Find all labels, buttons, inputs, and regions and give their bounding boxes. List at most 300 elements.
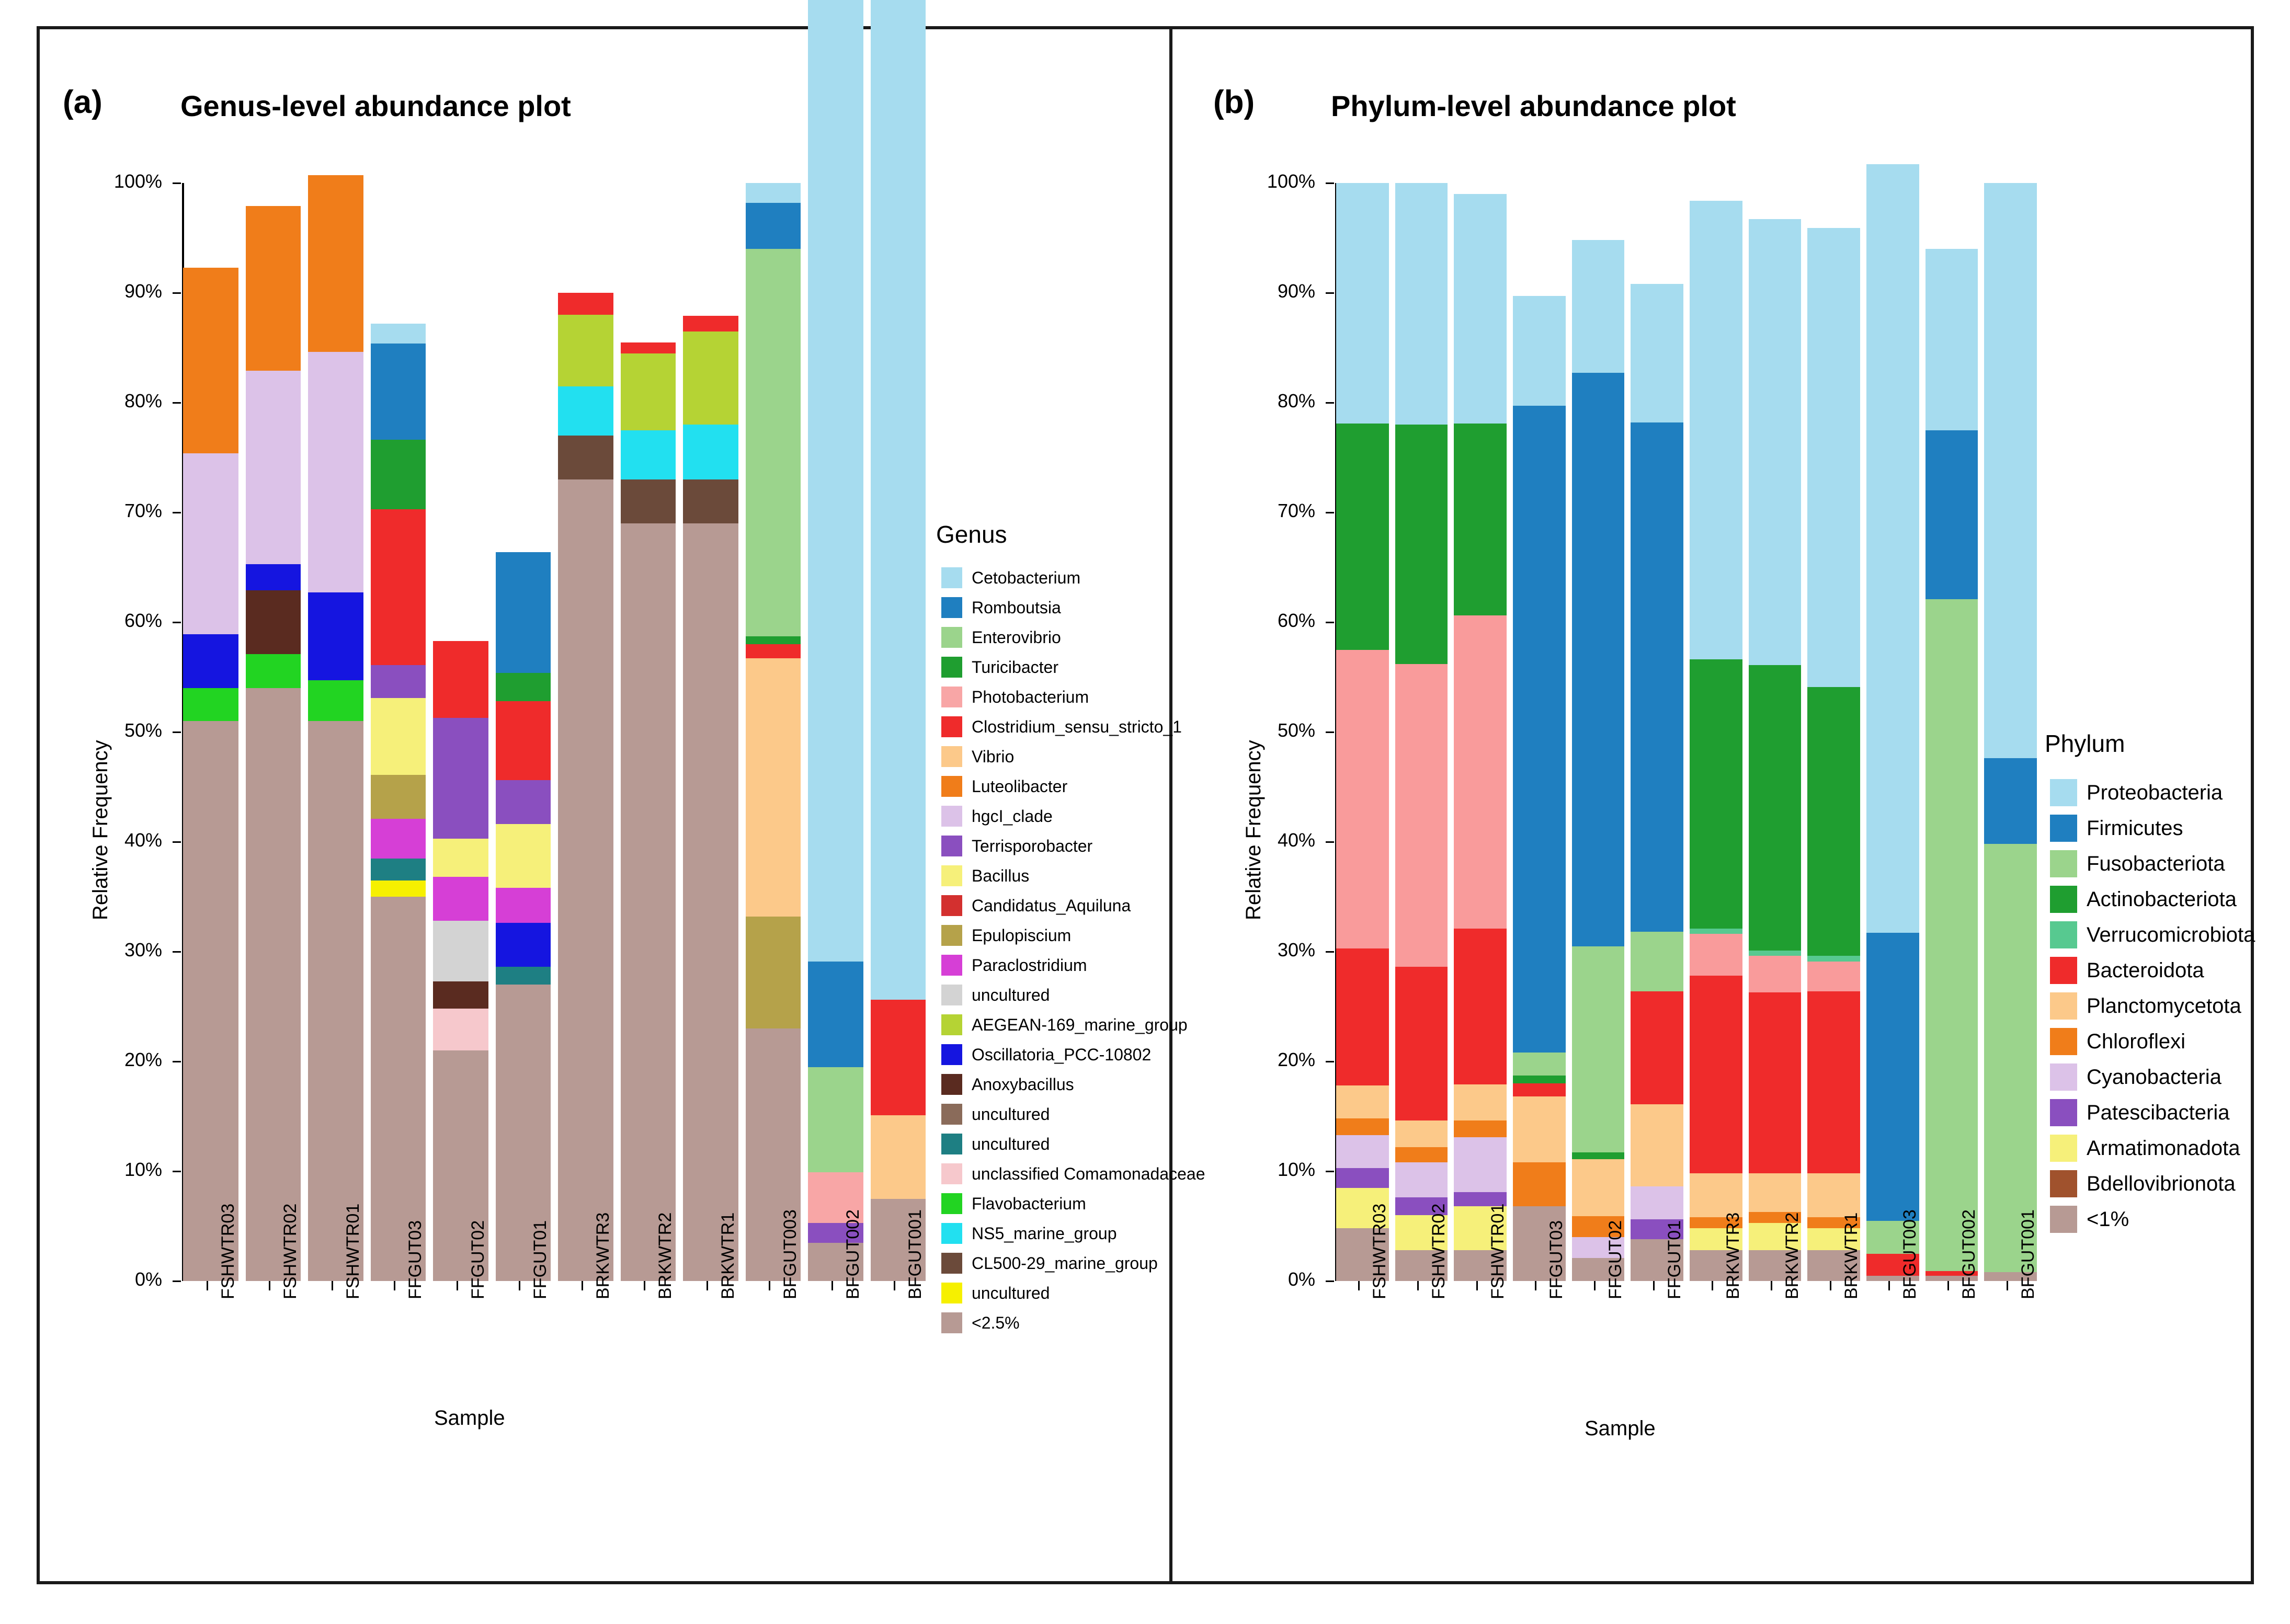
- x-tick-label-brkwtr3: BRKWTR3: [593, 1212, 613, 1299]
- bar-segment: [683, 479, 738, 523]
- y-tickmark: [173, 731, 181, 733]
- bar-segment: [558, 386, 613, 436]
- bar-segment: [183, 688, 238, 721]
- bar-segment: [183, 634, 238, 688]
- y-tick-label: 80%: [1277, 390, 1315, 411]
- bar-segment: [683, 425, 738, 479]
- bar-segment: [496, 923, 551, 967]
- legend-swatch: [2050, 1099, 2077, 1126]
- y-tickmark: [173, 951, 181, 953]
- legend-swatch: [2050, 1170, 2077, 1197]
- y-tickmark: [1326, 622, 1334, 623]
- y-tick-label: 0%: [134, 1268, 162, 1290]
- bar-segment: [1395, 183, 1448, 425]
- y-tick-label: 20%: [124, 1049, 162, 1070]
- bar-segment: [746, 644, 801, 658]
- legend-swatch: [2050, 1063, 2077, 1091]
- bar-segment: [1454, 929, 1507, 1084]
- legend-item[interactable]: [941, 746, 1014, 767]
- x-tick-label-bfgut001: BFGUT001: [905, 1209, 926, 1299]
- bar-segment: [433, 981, 488, 1009]
- x-tick-label-ffgut02: FFGUT02: [468, 1220, 488, 1299]
- x-tickmark: [1712, 1281, 1713, 1290]
- legend-label: Verrucomicrobiota: [2087, 923, 2255, 946]
- legend-item[interactable]: [941, 865, 1029, 886]
- legend-label: uncultured: [972, 1134, 1050, 1153]
- stacked-bar: [496, 183, 551, 1281]
- legend-swatch: [941, 1074, 962, 1095]
- bar-segment: [1572, 1152, 1625, 1159]
- legend-item[interactable]: [2050, 886, 2237, 913]
- legend-item[interactable]: [941, 776, 1067, 797]
- bar-segment: [1807, 962, 1860, 991]
- y-tickmark: [173, 512, 181, 513]
- y-tick-label: 70%: [1277, 500, 1315, 521]
- bar-segment: [1336, 1135, 1389, 1168]
- bar-segment: [683, 523, 738, 1281]
- bar-segment: [1336, 1168, 1389, 1188]
- x-tickmark: [644, 1281, 645, 1290]
- legend-item[interactable]: [941, 716, 1182, 737]
- bar-segment: [433, 877, 488, 921]
- legend-swatch: [941, 955, 962, 976]
- bar-segment: [183, 453, 238, 635]
- legend-label: Vibrio: [972, 747, 1015, 766]
- bar-segment: [371, 665, 426, 698]
- bar-segment: [1807, 1173, 1860, 1217]
- x-tick-label-fshwtr02: FSHWTR02: [280, 1203, 301, 1299]
- stacked-bar: [1513, 183, 1566, 1281]
- y-tick-label: 30%: [1277, 939, 1315, 960]
- legend-item[interactable]: [2050, 1170, 2236, 1197]
- bar-segment: [1336, 1085, 1389, 1118]
- bar-segment: [1631, 284, 1683, 422]
- y-tickmark: [173, 402, 181, 404]
- bar-segment: [496, 888, 551, 923]
- x-tickmark: [269, 1281, 270, 1290]
- x-tickmark: [831, 1281, 833, 1290]
- stacked-bar: [433, 183, 488, 1281]
- bar-segment: [371, 509, 426, 665]
- bar-segment: [1454, 1137, 1507, 1192]
- bar-segment: [308, 175, 363, 352]
- bar-segment: [746, 249, 801, 636]
- x-tickmark: [332, 1281, 333, 1290]
- bar-segment: [496, 673, 551, 702]
- bar-segment: [246, 371, 301, 564]
- legend-item[interactable]: [941, 985, 1050, 1005]
- legend-item[interactable]: [2050, 1099, 2229, 1126]
- bar-segment: [371, 819, 426, 859]
- stacked-bar: [1749, 183, 1802, 1281]
- bar-segment: [1572, 240, 1625, 373]
- bar-segment: [1690, 1173, 1742, 1217]
- bar-segment: [433, 921, 488, 981]
- legend-item[interactable]: [941, 627, 1061, 648]
- x-tick-label-ffgut01: FFGUT01: [1664, 1220, 1684, 1299]
- bar-segment: [746, 203, 801, 249]
- x-tick-label-brkwtr2: BRKWTR2: [655, 1212, 676, 1299]
- bar-segment: [871, 1000, 926, 1115]
- x-tick-label-brkwtr1: BRKWTR1: [717, 1212, 738, 1299]
- y-tickmark: [173, 841, 181, 843]
- y-tick-label: 0%: [1288, 1268, 1315, 1290]
- x-tick-label-fshwtr02: FSHWTR02: [1429, 1203, 1449, 1299]
- y-tick-label: 80%: [124, 390, 162, 411]
- legend-item[interactable]: [941, 836, 1092, 856]
- bar-segment: [1513, 1162, 1566, 1206]
- legend-item[interactable]: [941, 955, 1087, 976]
- stacked-bar: [808, 183, 863, 1281]
- x-tick-label-fshwtr03: FSHWTR03: [218, 1203, 238, 1299]
- legend-swatch: [941, 746, 962, 767]
- panel-divider: [1169, 29, 1172, 1581]
- bar-segment: [746, 636, 801, 644]
- bar-segment: [1926, 599, 1978, 1271]
- legend-swatch: [941, 836, 962, 856]
- bar-segment: [1572, 946, 1625, 1153]
- y-tickmark: [1326, 731, 1334, 733]
- y-tickmark: [1326, 1171, 1334, 1172]
- panel-b-xlabel: Sample: [1585, 1417, 1656, 1440]
- panel-b-tag: (b): [1213, 84, 1255, 120]
- legend-label: AEGEAN-169_marine_group: [972, 1015, 1188, 1034]
- legend-item[interactable]: [2050, 850, 2225, 877]
- stacked-bar: [1866, 183, 1919, 1281]
- y-tick-label: 20%: [1277, 1049, 1315, 1070]
- panel-a-tag: (a): [63, 84, 102, 120]
- bar-segment: [1749, 951, 1802, 956]
- bar-segment: [1807, 228, 1860, 687]
- bar-segment: [1631, 991, 1683, 1104]
- legend-label: Romboutsia: [972, 598, 1061, 617]
- legend-swatch: [941, 567, 962, 588]
- bar-segment: [433, 718, 488, 839]
- bar-segment: [1984, 183, 2037, 758]
- x-tick-label-bfgut003: BFGUT003: [1900, 1209, 1920, 1299]
- legend-swatch: [941, 1044, 962, 1065]
- bar-segment: [621, 523, 676, 1281]
- x-tickmark: [1594, 1281, 1596, 1290]
- bar-segment: [1454, 1084, 1507, 1120]
- bar-segment: [1926, 249, 1978, 430]
- legend-label: <1%: [2087, 1207, 2129, 1231]
- bar-segment: [1690, 976, 1742, 1173]
- bar-segment: [1336, 424, 1389, 650]
- legend-label: Patescibacteria: [2087, 1101, 2230, 1124]
- bar-segment: [1984, 844, 2037, 1272]
- legend-swatch: [941, 776, 962, 797]
- x-tick-label-bfgut001: BFGUT001: [2018, 1209, 2038, 1299]
- legend-item[interactable]: [941, 657, 1058, 678]
- legend-item[interactable]: [941, 1134, 1050, 1154]
- legend-swatch: [2050, 886, 2077, 913]
- legend-swatch: [941, 985, 962, 1005]
- bar-segment: [308, 680, 363, 721]
- genus-legend-title: Genus: [936, 521, 1007, 548]
- x-tickmark: [1358, 1281, 1360, 1290]
- bar-segment: [433, 1009, 488, 1050]
- legend-swatch: [941, 687, 962, 707]
- legend-item[interactable]: [941, 806, 1053, 827]
- bar-segment: [1454, 424, 1507, 616]
- bar-segment: [871, 1115, 926, 1199]
- y-tick-label: 100%: [1267, 170, 1315, 192]
- bar-segment: [371, 698, 426, 775]
- bar-segment: [1513, 296, 1566, 406]
- legend-label: Fusobacteriota: [2087, 852, 2225, 875]
- x-tick-label-brkwtr2: BRKWTR2: [1782, 1212, 1802, 1299]
- bar-segment: [371, 775, 426, 819]
- bar-segment: [558, 436, 613, 479]
- bar-segment: [1395, 967, 1448, 1120]
- legend-item[interactable]: [941, 1044, 1151, 1065]
- x-tickmark: [1535, 1281, 1536, 1290]
- legend-label: Actinobacteriota: [2087, 887, 2237, 911]
- legend-label: unclassified Comamonadaceae: [972, 1164, 1205, 1183]
- x-tick-label-ffgut02: FFGUT02: [1605, 1220, 1625, 1299]
- x-tick-label-brkwtr3: BRKWTR3: [1723, 1212, 1744, 1299]
- y-tick-label: 50%: [1277, 719, 1315, 741]
- panel-a-title: Genus-level abundance plot: [180, 89, 571, 122]
- bar-segment: [1631, 422, 1683, 932]
- bar-segment: [1336, 1118, 1389, 1135]
- legend-item[interactable]: [941, 925, 1071, 946]
- legend-item[interactable]: [2050, 957, 2204, 984]
- legend-label: Anoxybacillus: [972, 1074, 1074, 1094]
- y-tickmark: [1326, 1280, 1334, 1282]
- legend-item[interactable]: [941, 1223, 1117, 1244]
- bar-segment: [1807, 687, 1860, 956]
- x-tickmark: [2007, 1281, 2008, 1290]
- y-tick-label: 40%: [124, 829, 162, 851]
- y-tickmark: [173, 292, 181, 294]
- bar-segment: [746, 917, 801, 1028]
- bar-segment: [621, 479, 676, 523]
- bar-segment: [1984, 758, 2037, 844]
- bar-segment: [1336, 650, 1389, 948]
- bar-segment: [183, 268, 238, 453]
- bar-segment: [1749, 956, 1802, 992]
- stacked-bar: [1690, 183, 1742, 1281]
- legend-item[interactable]: [941, 1163, 1205, 1184]
- x-tickmark: [1476, 1281, 1478, 1290]
- y-tick-label: 100%: [113, 170, 162, 192]
- bar-segment: [558, 315, 613, 386]
- bar-segment: [1513, 1083, 1566, 1096]
- stacked-bar: [1807, 183, 1860, 1281]
- bar-segment: [621, 342, 676, 353]
- x-tick-label-ffgut01: FFGUT01: [530, 1220, 551, 1299]
- legend-label: Firmicutes: [2087, 816, 2183, 840]
- stacked-bar: [371, 183, 426, 1281]
- stacked-bar: [183, 183, 238, 1281]
- bar-segment: [1572, 1159, 1625, 1216]
- legend-swatch: [2050, 815, 2077, 842]
- bar-segment: [308, 352, 363, 592]
- x-tickmark: [707, 1281, 708, 1290]
- panel-a-xlabel: Sample: [434, 1406, 505, 1429]
- legend-item[interactable]: [2050, 1028, 2185, 1055]
- stacked-bar: [1395, 183, 1448, 1281]
- legend-swatch: [941, 1253, 962, 1274]
- bar-segment: [683, 316, 738, 331]
- stacked-bar: [1454, 183, 1507, 1281]
- legend-swatch: [941, 1312, 962, 1333]
- legend-item[interactable]: [941, 687, 1089, 707]
- legend-item[interactable]: [941, 895, 1131, 916]
- legend-label: Paraclostridium: [972, 955, 1087, 975]
- bar-segment: [1690, 929, 1742, 934]
- bar-segment: [496, 701, 551, 780]
- legend-label: Proteobacteria: [2087, 781, 2223, 804]
- bar-segment: [1395, 664, 1448, 967]
- legend-label: Bacteroidota: [2087, 958, 2204, 982]
- x-tick-label-bfgut002: BFGUT002: [1959, 1209, 1979, 1299]
- x-tickmark: [519, 1281, 520, 1290]
- legend-item[interactable]: [941, 1074, 1074, 1095]
- bar-segment: [1395, 1162, 1448, 1197]
- panel-a-ylabel: Relative Frequency: [89, 740, 112, 920]
- legend-item[interactable]: [2050, 1063, 2221, 1091]
- legend-swatch: [2050, 921, 2077, 948]
- y-tickmark: [173, 622, 181, 623]
- bar-segment: [621, 353, 676, 430]
- bar-segment: [808, 1067, 863, 1173]
- legend-swatch: [2050, 992, 2077, 1020]
- x-tickmark: [1653, 1281, 1655, 1290]
- y-tickmark: [173, 1171, 181, 1172]
- legend-item[interactable]: [941, 1283, 1050, 1303]
- x-tick-label-bfgut003: BFGUT003: [780, 1209, 801, 1299]
- stacked-bar: [246, 183, 301, 1281]
- bar-segment: [1690, 934, 1742, 976]
- y-tick-label: 30%: [124, 939, 162, 960]
- bar-segment: [1807, 956, 1860, 962]
- legend-swatch: [941, 1014, 962, 1035]
- y-tick-label: 60%: [1277, 610, 1315, 631]
- legend-item[interactable]: [2050, 815, 2183, 842]
- legend-label: Luteolibacter: [972, 776, 1068, 796]
- legend-item[interactable]: [2050, 1135, 2240, 1162]
- bar-segment: [246, 590, 301, 654]
- bar-segment: [1454, 615, 1507, 929]
- stacked-bar: [1336, 183, 1389, 1281]
- stacked-bar: [1984, 183, 2037, 1281]
- phylum-legend-title: Phylum: [2045, 730, 2125, 757]
- bar-segment: [1749, 219, 1802, 665]
- legend-label: CL500-29_marine_group: [972, 1253, 1158, 1273]
- x-tickmark: [1888, 1281, 1890, 1290]
- bar-segment: [371, 859, 426, 880]
- legend-item[interactable]: [941, 597, 1061, 618]
- bar-segment: [1336, 948, 1389, 1086]
- legend-item[interactable]: [2050, 1206, 2129, 1233]
- stacked-bar: [558, 183, 613, 1281]
- x-tickmark: [394, 1281, 395, 1290]
- bar-segment: [746, 183, 801, 203]
- legend-item[interactable]: [2050, 779, 2223, 806]
- bar-segment: [496, 967, 551, 985]
- bar-segment: [1631, 1104, 1683, 1187]
- legend-item[interactable]: [2050, 921, 2255, 948]
- bar-segment: [371, 344, 426, 440]
- bar-segment: [1336, 183, 1389, 424]
- legend-label: Planctomycetota: [2087, 994, 2241, 1017]
- bar-segment: [183, 721, 238, 1281]
- bar-segment: [1513, 1053, 1566, 1076]
- bar-segment: [871, 0, 926, 1000]
- bar-segment: [558, 293, 613, 315]
- legend-swatch: [2050, 850, 2077, 877]
- x-tickmark: [1771, 1281, 1772, 1290]
- legend-swatch: [941, 1193, 962, 1214]
- legend-item[interactable]: [941, 1193, 1086, 1214]
- panel-b-title: Phylum-level abundance plot: [1331, 89, 1736, 122]
- bar-segment: [1513, 1096, 1566, 1162]
- legend-label: Cyanobacteria: [2087, 1065, 2221, 1089]
- y-tickmark: [173, 182, 181, 184]
- x-tick-label-fshwtr03: FSHWTR03: [1370, 1203, 1390, 1299]
- legend-swatch: [941, 865, 962, 886]
- x-tickmark: [894, 1281, 895, 1290]
- legend-item[interactable]: [2050, 992, 2241, 1020]
- legend-label: Photobacterium: [972, 687, 1089, 706]
- legend-swatch: [941, 895, 962, 916]
- y-tickmark: [1326, 292, 1334, 294]
- x-tickmark: [207, 1281, 208, 1290]
- legend-item[interactable]: [941, 1253, 1158, 1274]
- x-tickmark: [582, 1281, 583, 1290]
- bar-segment: [1572, 373, 1625, 946]
- bar-segment: [1866, 933, 1919, 1220]
- legend-label: Chloroflexi: [2087, 1030, 2185, 1053]
- bar-segment: [1866, 164, 1919, 933]
- bar-segment: [496, 780, 551, 824]
- bar-segment: [1690, 659, 1742, 929]
- bar-segment: [246, 564, 301, 590]
- legend-label: NS5_marine_group: [972, 1223, 1117, 1243]
- bar-segment: [808, 962, 863, 1067]
- legend-swatch: [941, 1223, 962, 1244]
- legend-item[interactable]: [941, 1014, 1188, 1035]
- legend-label: Cetobacterium: [972, 568, 1081, 587]
- bar-segment: [1454, 194, 1507, 424]
- legend-swatch: [2050, 1135, 2077, 1162]
- legend-item[interactable]: [941, 1312, 1020, 1333]
- legend-swatch: [941, 627, 962, 648]
- legend-swatch: [941, 597, 962, 618]
- legend-item[interactable]: [941, 567, 1080, 588]
- legend-label: uncultured: [972, 1104, 1050, 1124]
- bar-segment: [371, 440, 426, 509]
- legend-label: Oscillatoria_PCC-10802: [972, 1045, 1152, 1064]
- y-tickmark: [1326, 841, 1334, 843]
- x-tick-label-fshwtr01: FSHWTR01: [1487, 1203, 1508, 1299]
- x-tick-label-brkwtr1: BRKWTR1: [1841, 1212, 1861, 1299]
- x-tick-label-fshwtr01: FSHWTR01: [343, 1203, 363, 1299]
- bar-segment: [1631, 932, 1683, 991]
- bar-segment: [496, 552, 551, 673]
- bar-segment: [371, 880, 426, 897]
- y-tick-label: 70%: [124, 500, 162, 521]
- legend-swatch: [941, 657, 962, 678]
- stacked-bar: [308, 183, 363, 1281]
- x-tick-label-ffgut03: FFGUT03: [405, 1220, 426, 1299]
- y-tickmark: [1326, 1061, 1334, 1062]
- y-tickmark: [173, 1061, 181, 1062]
- legend-item[interactable]: [941, 1104, 1050, 1125]
